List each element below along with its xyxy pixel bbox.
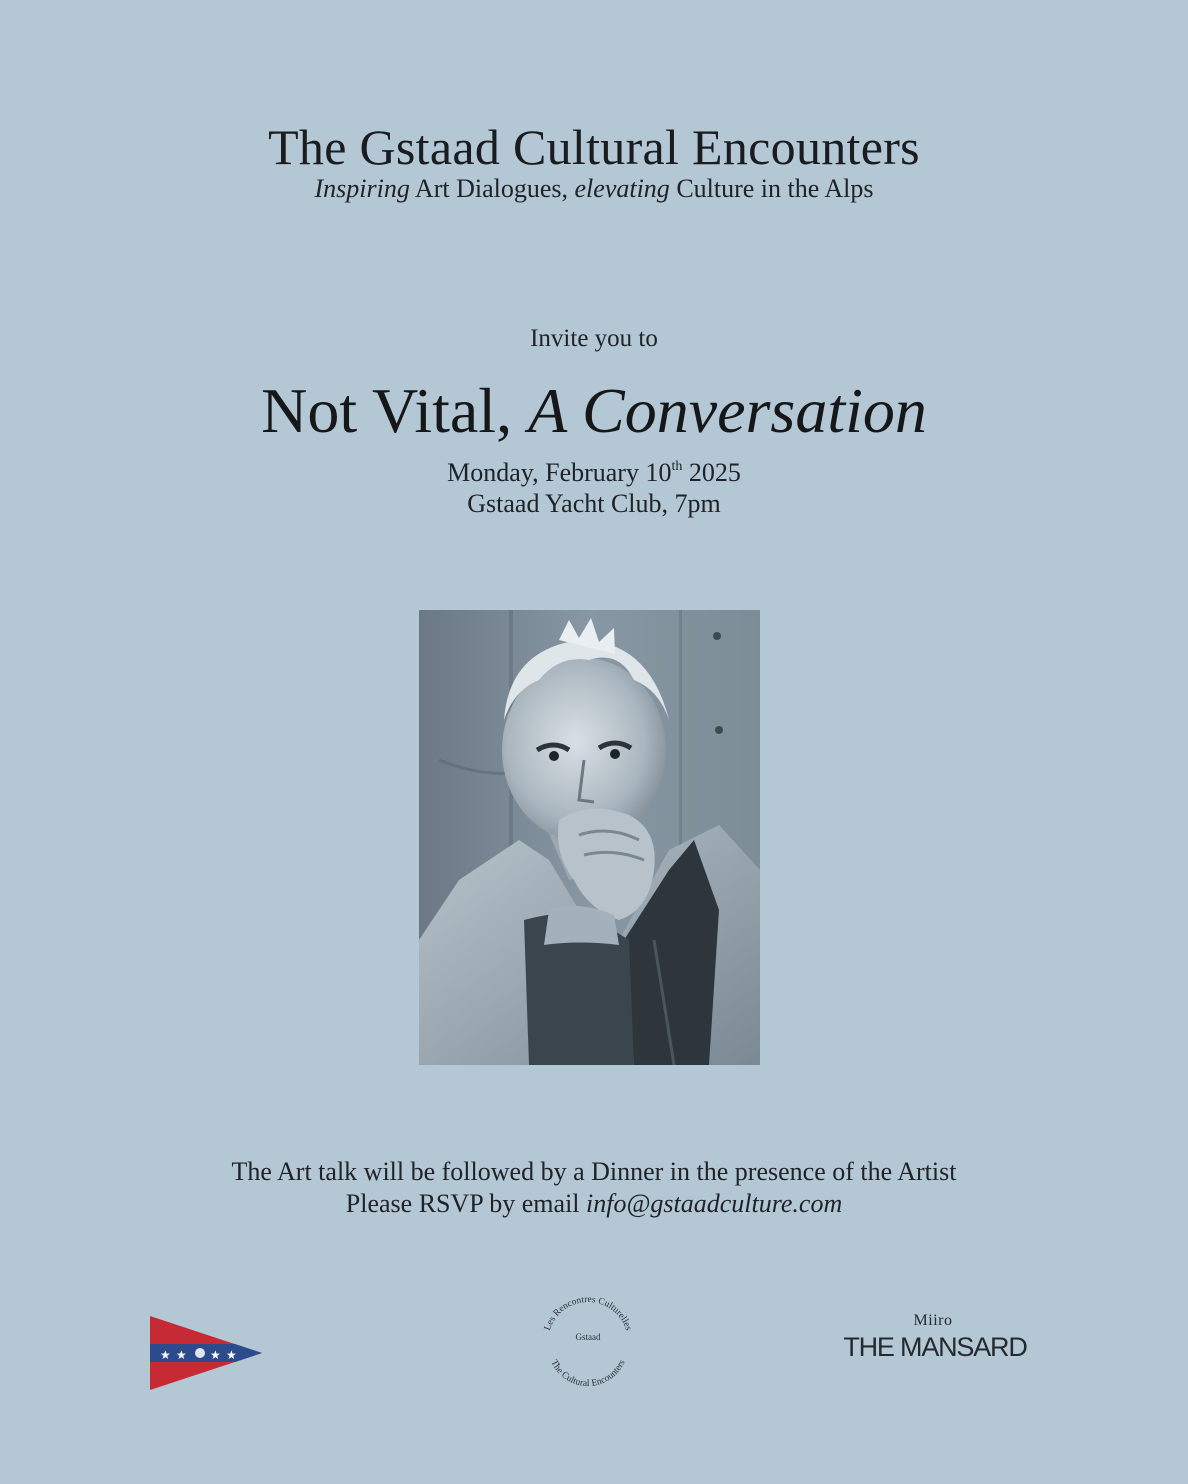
- subtitle-text-art-dialogues: Art Dialogues,: [409, 174, 575, 203]
- event-date-ordinal: th: [671, 459, 683, 474]
- event-headline: [0, 374, 1188, 448]
- rsvp-note: [0, 1189, 1188, 1219]
- the-mansard-wordmark: THE MANSARD: [843, 1332, 1027, 1362]
- rsvp-email-link[interactable]: info@gstaadculture.com: [586, 1189, 843, 1218]
- event-series-subtitle: [0, 174, 1188, 204]
- seal-top-text: Les Rencontres Culturelles: [542, 1294, 634, 1332]
- miiro-wordmark: Miiro: [913, 1312, 953, 1329]
- subtitle-italic-elevating: elevating: [574, 174, 670, 203]
- dinner-note: The Art talk will be followed by a Dinner in the presence of the Artist: [231, 1157, 957, 1186]
- event-series-title: The Gstaad Cultural Encounters: [268, 119, 920, 175]
- portrait-illustration: [419, 610, 760, 1065]
- event-date-year: 2025: [682, 458, 741, 487]
- svg-text:★: ★: [226, 1348, 237, 1362]
- subtitle-text-culture: Culture in the Alps: [669, 174, 874, 203]
- event-date: [0, 458, 1188, 488]
- cultural-encounters-seal-logo: [528, 1282, 648, 1402]
- yacht-club-pennant-icon: [150, 1316, 262, 1390]
- the-mansard-logo: [838, 1312, 1038, 1372]
- rsvp-prefix: Please RSVP by email: [345, 1189, 587, 1218]
- svg-text:★: ★: [176, 1348, 187, 1362]
- artist-portrait-photo: [419, 610, 760, 1065]
- svg-text:★: ★: [160, 1348, 171, 1362]
- svg-text:★: ★: [210, 1348, 221, 1362]
- event-venue-time: Gstaad Yacht Club, 7pm: [467, 489, 721, 518]
- event-date-main: Monday, February 10: [447, 458, 672, 487]
- invite-intro: Invite you to: [530, 325, 658, 352]
- event-name-italic: A Conversation: [528, 375, 927, 446]
- subtitle-italic-inspiring: Inspiring: [314, 174, 410, 203]
- seal-bottom-text: The Cultural Encounters: [548, 1358, 628, 1390]
- artist-name: Not Vital,: [261, 375, 529, 446]
- seal-center-text: Gstaad: [575, 1332, 601, 1342]
